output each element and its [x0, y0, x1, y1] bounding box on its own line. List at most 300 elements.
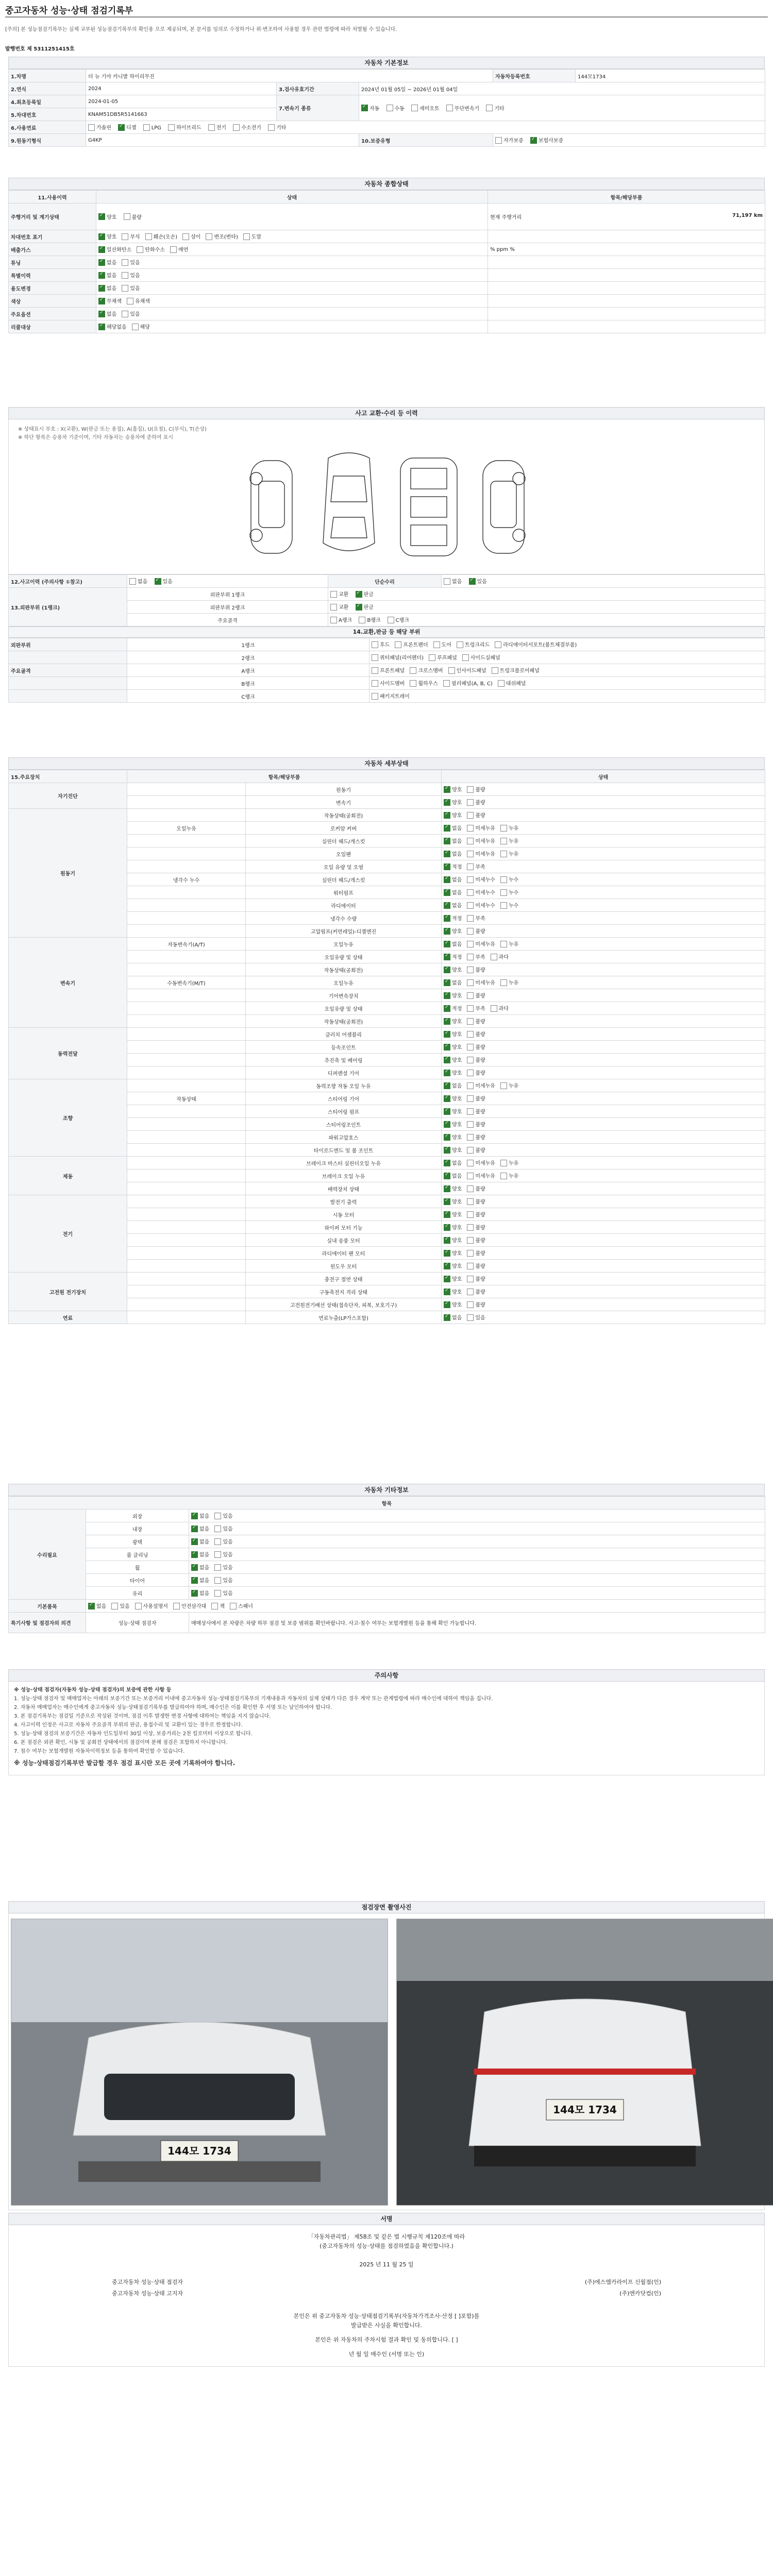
detail-item-label: 원동기 [246, 783, 442, 796]
detail-item-label: 구동축전지 격리 상태 [246, 1285, 442, 1298]
warranty-options [493, 134, 765, 147]
part-row-group [9, 690, 127, 703]
detail-item-label: 오일누유 [246, 938, 442, 951]
parts-table [8, 638, 765, 703]
other-row-options [189, 1587, 765, 1600]
fuel-label: 6.사용연료 [9, 121, 86, 134]
checkbox-icon [467, 1082, 474, 1089]
opt-label: 불량 [475, 813, 485, 819]
detail-sub-label [127, 1285, 246, 1298]
detail-item-label: 오일누유 [246, 976, 442, 989]
opt-label: 있음 [223, 1514, 233, 1520]
detail-sub-label: 자동변속기(A/T) [127, 938, 246, 951]
detail-sub-label [127, 1079, 246, 1092]
caution-line: ※ 성능·상태 점검자(자동차 성능·상태 점검자)의 보증에 관한 사항 등 [14, 1687, 172, 1693]
detail-group-label: 고전원 전기장치 [9, 1273, 127, 1311]
opt-label: 누유 [508, 942, 519, 948]
year-value: 2024 [86, 82, 277, 95]
checkbox-icon [118, 124, 125, 131]
opt-label: 트렁크플로어패널 [499, 668, 540, 674]
opt-label: 양호 [452, 787, 462, 793]
checkbox-icon [444, 851, 450, 857]
other-row-options [189, 1510, 765, 1522]
opt-label: 불량 [475, 1032, 485, 1038]
opt-label: 양호 [452, 1264, 462, 1270]
caution-line: 3. 본 점검기록부는 점검일 기준으로 작성된 것이며, 점검 이후 발생한 변경 사항에 대하여는 책임을 지지 않습니다. [14, 1714, 271, 1719]
detail-item-label: 변속기 [246, 796, 442, 809]
header-divider [5, 16, 768, 18]
detail-sub-label [127, 1234, 246, 1247]
checkbox-icon [230, 1603, 237, 1609]
opt-label: 불량 [475, 1019, 485, 1025]
mileage-cell [488, 204, 765, 230]
summary-row-label: 주요옵션 [9, 308, 96, 320]
detail-item-options [442, 1208, 765, 1221]
detail-item-options [442, 1182, 765, 1195]
sign-notice-row [9, 2287, 764, 2298]
opt-label: 없음 [452, 1161, 462, 1167]
opt-label: 불량 [475, 1071, 485, 1077]
checkbox-icon [330, 591, 337, 598]
opt-label: 불량 [475, 1277, 485, 1283]
opt-label: 미세누유 [475, 1083, 495, 1090]
summary-row-parts [488, 230, 765, 243]
part-row-group [9, 651, 127, 664]
caution-line: 5. 성능·상태 점검의 보증기간은 자동차 인도일부터 30일 이상, 보증거리는 2천 킬로미터 이상으로 합니다. [14, 1731, 253, 1737]
detail-row [9, 1079, 765, 1092]
trans-opt-label: 자동 [369, 106, 380, 112]
checkbox-icon [500, 825, 507, 832]
detail-table [8, 770, 765, 1324]
summary-row [9, 308, 765, 320]
detail-item-label: 로커암 커버 [246, 822, 442, 835]
checkbox-icon [500, 1082, 507, 1089]
document-number: 발행번호 제 5311251415호 [5, 46, 75, 52]
warranty-label: 10.보증유형 [359, 134, 493, 147]
checkbox-icon [467, 1108, 474, 1115]
opt-label: 불량 [475, 787, 485, 793]
accident-legend-note: ※ 하단 항목은 승용차 기준이며, 기타 자동차는 승용차에 준하여 표시 [18, 435, 173, 440]
detail-sub-label [127, 1170, 246, 1182]
sign-panel [8, 2225, 765, 2367]
checkbox-icon [98, 311, 105, 317]
detail-item-label: 브레이크 오일 누유 [246, 1170, 442, 1182]
checkbox-icon [386, 105, 393, 111]
opt-label: 있음 [223, 1552, 233, 1558]
transmission-label: 7.변속기 종류 [277, 95, 359, 121]
opt-label: 없음 [199, 1552, 210, 1558]
opt-label: 있음 [477, 579, 487, 585]
opt-label: 있음 [130, 273, 140, 279]
opt-label: 부족 [475, 916, 485, 922]
detail-item-label: 오일팬 [246, 848, 442, 860]
checkbox-icon [98, 259, 105, 266]
checkbox-icon [486, 105, 493, 111]
photo-panel [8, 1913, 765, 2210]
checkbox-icon [444, 812, 450, 819]
checkbox-icon [208, 124, 215, 131]
checkbox-icon [444, 902, 450, 909]
other-row-label: 룸 클리닝 [86, 1548, 189, 1561]
checkbox-icon [429, 654, 435, 661]
opt-label: 없음 [199, 1565, 210, 1571]
detail-row [9, 1311, 765, 1324]
detail-item-options [442, 1105, 765, 1118]
opt-label: 양호 [452, 1212, 462, 1218]
detail-item-options [442, 1195, 765, 1208]
detail-sub-label [127, 1221, 246, 1234]
checkbox-icon [98, 233, 105, 240]
detail-item-options [442, 835, 765, 848]
checkbox-icon [145, 233, 152, 240]
opt-label: 양호 [452, 993, 462, 999]
detail-sub-label [127, 1041, 246, 1054]
basic-items-label: 기본품목 [9, 1600, 86, 1613]
detail-group-label: 자기진단 [9, 783, 127, 809]
mileage-note: 현재 주행거리 [490, 215, 522, 221]
fuel-opt-label: 하이브리드 [176, 125, 201, 131]
summary-row-label: 배출가스 [9, 243, 96, 256]
checkbox-icon [356, 604, 362, 611]
opt-label: 적정 [452, 1006, 462, 1012]
opt-label: 과다 [498, 1006, 509, 1012]
caution-line: 7. 침수 여부는 보험개발원 자동차이력정보 등을 통하여 확인할 수 있습니다. [14, 1749, 185, 1754]
detail-sub-label [127, 1118, 246, 1131]
opt-label: 안전삼각대 [181, 1604, 207, 1610]
other-row [9, 1587, 765, 1600]
checkbox-icon [500, 851, 507, 857]
checkbox-icon [495, 137, 502, 144]
part-row [9, 638, 765, 651]
summary-row-options [96, 282, 488, 295]
detail-item-options [442, 848, 765, 860]
detail-item-options [442, 809, 765, 822]
opt-label: 있음 [223, 1527, 233, 1533]
detail-sub-label [127, 1028, 246, 1041]
detail-item-label: 기어변속장치 [246, 989, 442, 1002]
checkbox-icon [500, 902, 507, 909]
recv-line2: 발급받은 사실을 확인합니다. [350, 2322, 422, 2329]
opt-label: 사용설명서 [143, 1604, 168, 1610]
checkbox-icon [330, 604, 337, 611]
checkbox-icon [191, 1590, 198, 1597]
detail-item-label: 실린더 헤드/개스킷 [246, 835, 442, 848]
detail-item-options [442, 1015, 765, 1028]
detail-sub-label [127, 1144, 246, 1157]
opt-label: 부식 [130, 234, 140, 241]
opt-label: 필러패널(A, B, C) [451, 681, 493, 687]
checkbox-icon [168, 124, 175, 131]
car-outline-diagram [246, 445, 534, 564]
summary-row-parts [488, 320, 765, 333]
opt-label: 잭 [220, 1604, 225, 1610]
opt-label: 누유 [508, 1083, 519, 1090]
checkbox-icon [444, 876, 450, 883]
warranty-opt-label: 자가보증 [503, 138, 524, 144]
summary-head: 항목/해당부품 [488, 191, 765, 204]
opt-label: 누유 [508, 1161, 519, 1167]
opt-label: 부족 [475, 1006, 485, 1012]
checkbox-icon [444, 1185, 450, 1192]
detail-group-label: 동력전달 [9, 1028, 127, 1079]
opt-label: 미세누유 [475, 942, 495, 948]
opt-label: 없음 [452, 852, 462, 858]
detail-sub-label [127, 783, 246, 796]
opt-label: 양호 [452, 1225, 462, 1231]
fuel-opt-label: 전기 [216, 125, 227, 131]
other-row [9, 1574, 765, 1587]
summary-row-parts [488, 269, 765, 282]
reg-no-value: 144모1734 [576, 70, 765, 82]
checkbox-icon [467, 838, 474, 844]
detail-sub-label [127, 1066, 246, 1079]
detail-item-options [442, 938, 765, 951]
outer-rank2-options: 교환 ✓ 판금 [328, 601, 765, 614]
checkbox-icon [444, 863, 450, 870]
opt-label: 없음 [107, 286, 117, 292]
checkbox-icon [444, 1108, 450, 1115]
checkbox-icon [500, 876, 507, 883]
opt-label: 양호 [452, 1277, 462, 1283]
checkbox-icon [467, 1237, 474, 1244]
detail-row [9, 938, 765, 951]
detail-item-label: 연료누출(LP가스포함) [246, 1311, 442, 1324]
part-row-options [369, 651, 765, 664]
detail-sub-label [127, 951, 246, 963]
checkbox-icon [444, 1250, 450, 1257]
checkbox-icon [444, 1160, 450, 1166]
checkbox-icon [122, 285, 128, 292]
checkbox-icon [243, 233, 250, 240]
outer-rank1-options: 교환 ✓ 판금 [328, 588, 765, 601]
other-row-label: 외장 [86, 1510, 189, 1522]
detail-item-options [442, 822, 765, 835]
detail-item-options [442, 1131, 765, 1144]
opt-label: 루프패널 [437, 655, 457, 662]
detail-sub-label [127, 809, 246, 822]
other-row-label: 타이어 [86, 1574, 189, 1587]
accident-section [8, 407, 765, 703]
detail-head: 15.주요장치 [9, 770, 127, 783]
checkbox-icon [214, 1590, 221, 1597]
detail-group-label: 원동기 [9, 809, 127, 938]
checkbox-icon [444, 838, 450, 844]
detail-item-options [442, 860, 765, 873]
other-row-label: 휠 [86, 1561, 189, 1574]
checkbox-icon [191, 1513, 198, 1519]
checkbox-icon [462, 654, 469, 661]
major-frame-options: A랭크 B랭크 C랭크 [328, 614, 765, 626]
summary-row-options [96, 320, 488, 333]
checkbox-icon [372, 693, 378, 700]
opt-label: 불량 [475, 1264, 485, 1270]
checkbox-icon [444, 1070, 450, 1076]
detail-row [9, 1157, 765, 1170]
opt-label: 해당 [140, 325, 150, 331]
detail-group-label: 전기 [9, 1195, 127, 1273]
detail-item-options [442, 873, 765, 886]
detail-item-options [442, 912, 765, 925]
opt-label: 있음 [223, 1565, 233, 1571]
opt-label: 없음 [452, 1315, 462, 1321]
caution-footer: ※ 성능·상태점검기록부만 발급할 경우 점검 표시란 모든 곳에 기록하여야 합니다. [14, 1759, 236, 1767]
checkbox-icon [491, 1005, 497, 1012]
opt-label: 불량 [475, 929, 485, 935]
detail-item-options [442, 976, 765, 989]
part-head: 14.교환,판금 등 해당 부위 [8, 626, 765, 638]
checkbox-icon [211, 1603, 218, 1609]
opt-label: 불량 [475, 1109, 485, 1115]
checkbox-icon [98, 213, 105, 220]
detail-item-label: 냉각수 수량 [246, 912, 442, 925]
other-row-options [189, 1535, 765, 1548]
detail-item-options [442, 963, 765, 976]
opt-label: 불량 [475, 1251, 485, 1257]
detail-sub-label: 오일누유 [127, 822, 246, 835]
opt-label: 프론트패널 [380, 668, 405, 674]
checkbox-icon [444, 1031, 450, 1038]
checkbox-icon [410, 667, 416, 674]
checkbox-icon [98, 272, 105, 279]
other-head: 항목 [9, 1497, 765, 1510]
fuel-opt-label: 디젤 [126, 125, 137, 131]
checkbox-icon [233, 124, 240, 131]
opt-label: 미세누유 [475, 1161, 495, 1167]
detail-item-label: 오일유량 및 상태 [246, 1002, 442, 1015]
car-side-left-icon [251, 461, 292, 553]
detail-sub-label [127, 835, 246, 848]
checkbox-icon [444, 1263, 450, 1269]
opt-label: 유채색 [135, 299, 150, 305]
caution-line: 4. 사고이력 인정은 사고로 자동차 주요골격 부위의 판금, 용접수리 및 교환이 있는 경우로 한정합니다. [14, 1722, 243, 1728]
opt-label: 없음 [107, 312, 117, 318]
detail-sub-label: 작동상태 [127, 1092, 246, 1105]
period-value: 2024년 01월 05일 ~ 2026년 01월 04일 [359, 82, 765, 95]
detail-item-options [442, 1247, 765, 1260]
repair-group-label: 수리필요 [9, 1510, 86, 1600]
detail-sub-label [127, 1195, 246, 1208]
checkbox-icon [467, 1173, 474, 1179]
opt-label: 쿼터패널(리어펜더) [380, 655, 424, 662]
checkbox-icon [467, 1250, 474, 1257]
other-row [9, 1522, 765, 1535]
checkbox-icon [191, 1564, 198, 1571]
opt-label: 해당없음 [107, 325, 127, 331]
detail-item-label: 워터펌프 [246, 886, 442, 899]
detail-sub-label [127, 1182, 246, 1195]
detail-sub-label [127, 1054, 246, 1066]
checkbox-icon [122, 233, 128, 240]
detail-item-label: 고전원전기배선 상태(접속단자, 피복, 보호기구) [246, 1298, 442, 1311]
checkbox-icon [98, 285, 105, 292]
checkbox-icon [467, 941, 474, 947]
checkbox-icon [88, 1603, 95, 1609]
checkbox-icon [356, 591, 362, 598]
accident-legend: ※ 상태표시 부호 : X(교환), W(판금 또는 용접), A(흠집), U(요철), C(부식), T(손상) [18, 427, 207, 432]
opt-label: 매연 [178, 247, 189, 253]
detail-item-label: 작동상태(공회전) [246, 1015, 442, 1028]
checkbox-icon [372, 680, 378, 687]
opt-label: 양호 [452, 1122, 462, 1128]
detail-item-label: 타이로드엔드 및 볼 조인트 [246, 1144, 442, 1157]
checkbox-icon [467, 1289, 474, 1295]
opt-label: 미세누유 [475, 1174, 495, 1180]
checkbox-icon [444, 1095, 450, 1102]
trans-opt-label: 수동 [394, 106, 405, 112]
other-row [9, 1510, 765, 1522]
opt-label: 없음 [199, 1591, 210, 1597]
detail-sub-label [127, 963, 246, 976]
opt-label: 양호 [452, 1135, 462, 1141]
opt-label: 있음 [223, 1539, 233, 1546]
trans-opt-label: 기타 [494, 106, 505, 112]
checkbox-icon [411, 105, 418, 111]
checkbox-icon [214, 1564, 221, 1571]
summary-head: 11.사용이력 [9, 191, 96, 204]
detail-item-label: 실린더 헤드/개스킷 [246, 873, 442, 886]
detail-item-options [442, 1092, 765, 1105]
summary-title: 자동차 종합상태 [8, 178, 765, 190]
opt-label: 불량 [475, 1225, 485, 1231]
other-row-options [189, 1561, 765, 1574]
checkbox-icon [467, 1044, 474, 1050]
detail-item-label: 고압펌프(커먼레일)-디젤엔진 [246, 925, 442, 938]
opt-label: 양호 [452, 1109, 462, 1115]
opinion-label: 특기사항 및 점검자의 의견 [9, 1613, 86, 1633]
fuel-opt-label: 기타 [276, 125, 287, 131]
opt-label: 없음 [452, 980, 462, 987]
checkbox-icon [268, 124, 275, 131]
checkbox-icon [469, 578, 476, 585]
opt-label: 부족 [475, 955, 485, 961]
part-row [9, 690, 765, 703]
trans-opt-label: 무단변속기 [454, 106, 480, 112]
checkbox-icon [444, 1198, 450, 1205]
checkbox-icon [206, 233, 212, 240]
part-row-rank: 1랭크 [127, 638, 369, 651]
outer-rank1-label: 외판부위 1랭크 [127, 588, 328, 601]
opt-label: 양호 [452, 1238, 462, 1244]
checkbox-icon [191, 1577, 198, 1584]
summary-row-options [96, 230, 488, 243]
checkbox-icon [155, 578, 161, 585]
part-row-options [369, 677, 765, 690]
transmission-options [359, 95, 765, 121]
accident-title: 사고 교환·수리 등 이력 [8, 407, 765, 419]
checkbox-icon [444, 1044, 450, 1050]
detail-item-options [442, 1260, 765, 1273]
checkbox-icon [444, 578, 450, 585]
rear-photo [396, 1919, 773, 2206]
opt-label: 휠하우스 [418, 681, 438, 687]
basic-info-title: 자동차 기본정보 [8, 57, 765, 69]
checkbox-icon [491, 954, 497, 960]
opt-label: 양호 [452, 1071, 462, 1077]
part-row [9, 664, 765, 677]
sign-inspector-row [9, 2269, 764, 2287]
checkbox-icon [98, 298, 105, 304]
opt-label: 인사이드패널 [456, 668, 486, 674]
opt-label: 양호 [452, 800, 462, 806]
opt-label: 있음 [130, 286, 140, 292]
opt-label: 양호 [452, 1187, 462, 1193]
other-row-label: 광택 [86, 1535, 189, 1548]
opt-label: 양호 [452, 968, 462, 974]
accident-table [8, 574, 765, 626]
detail-item-label: 추진축 및 베어링 [246, 1054, 442, 1066]
caution-notes [8, 1682, 765, 1775]
opt-label: 미세누수 [475, 890, 495, 896]
